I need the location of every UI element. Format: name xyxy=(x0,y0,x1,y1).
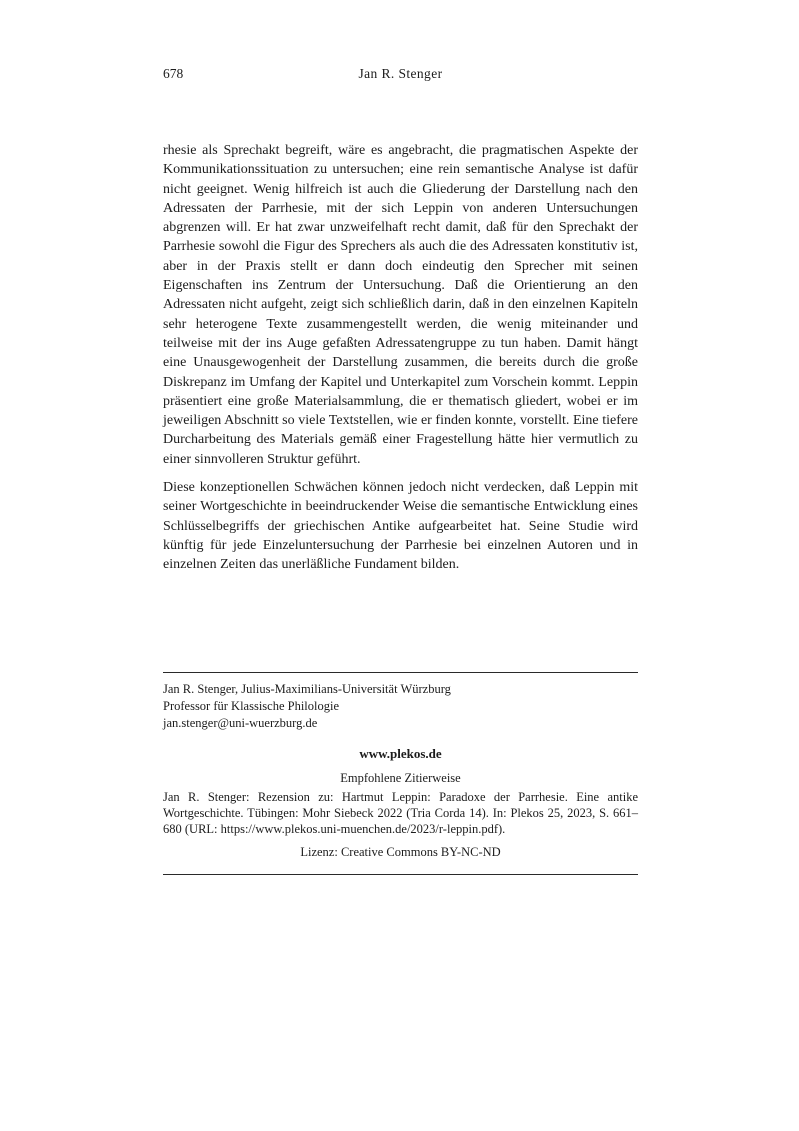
affiliation-email: jan.stenger@uni-wuerzburg.de xyxy=(163,716,318,730)
divider-top xyxy=(163,672,638,673)
review-body xyxy=(163,141,638,584)
affiliation-author-line: Jan R. Stenger, Julius-Maximilians-Universität Würzburg xyxy=(163,682,451,696)
citation-text: Jan R. Stenger: Rezension zu: Hartmut Leppin: Paradoxe der Parrhesie. Eine antike Wortgeschichte. Tübingen: Mohr Siebeck 2022 (Tria Corda 14). In: Plekos 25, 2023, S. 661–680 (URL: https://www.plekos.uni-muenchen.de/2023/r-leppin.pdf). xyxy=(163,790,638,837)
journal-site-title: www.plekos.de xyxy=(359,746,442,761)
license-line: Lizenz: Creative Commons BY-NC-ND xyxy=(300,845,501,859)
page-number: 678 xyxy=(163,66,184,81)
running-header xyxy=(163,66,638,86)
body-paragraph-2: Diese konzeptionellen Schwächen können jedoch nicht verdecken, daß Leppin mit seiner Wortgeschichte in beeindruckender Weise die semantische Entwicklung eines Schlüsselbegriffs der griechischen Antike aufgearbeitet hat. Seine Studie wird künftig für jede Einzeluntersuchung der Parrhesie bei einzelnen Autoren und in einzelnen Zeiten das unerläßliche Fundament bilden. xyxy=(163,480,638,573)
body-paragraph-1: rhesie als Sprechakt begreift, wäre es angebracht, die pragmatischen Aspekte der Kommunikationssituation zu untersuchen; eine rein semantische Analyse ist dafür nicht geeignet. Wenig hilfreich ist auch die Gliederung der Darstellung nach den Adressaten der Parrhesie, mit der sich Leppin von anderen Untersuchungen abgrenzen will. Er hat zwar unzweifelhaft recht damit, daß für den Sprechakt der Parrhesie sowohl die Figur des Sprechers als auch die des Adressaten konstitutiv ist, aber in der Praxis stellt er dann doch eindeutig den Sprecher mit seinen Eigenschaften ins Zentrum der Untersuchung. Daß die Orientierung an den Adressaten nicht aufgeht, zeigt sich schließlich darin, daß in den einzelnen Kapiteln sehr heterogene Texte zusammengestellt werden, die wenig miteinander und teilweise mit der ins Auge gefaßten Adressatengruppe zu tun haben. Damit hängt eine Unausgewogenheit der Darstellung zusammen, die bereits durch die große Diskrepanz im Umfang der Kapitel und Unterkapitel zum Vorschein kommt. Leppin präsentiert eine große Materialsammlung, die er thematisch gliedert, wobei er im jeweiligen Abschnitt so viele Textstellen, wie er finden konnte, vorstellt. Eine tiefere Durcharbeitung des Materials gemäß einer Fragestellung hätte hier vermutlich zu einer sinnvolleren Struktur geführt. xyxy=(163,143,638,467)
affiliation-title-line: Professor für Klassische Philologie xyxy=(163,699,340,713)
author-affiliation xyxy=(163,681,638,732)
divider-bottom xyxy=(163,874,638,875)
running-head: Jan R. Stenger xyxy=(358,66,443,81)
citation-heading: Empfohlene Zitierweise xyxy=(340,771,461,785)
